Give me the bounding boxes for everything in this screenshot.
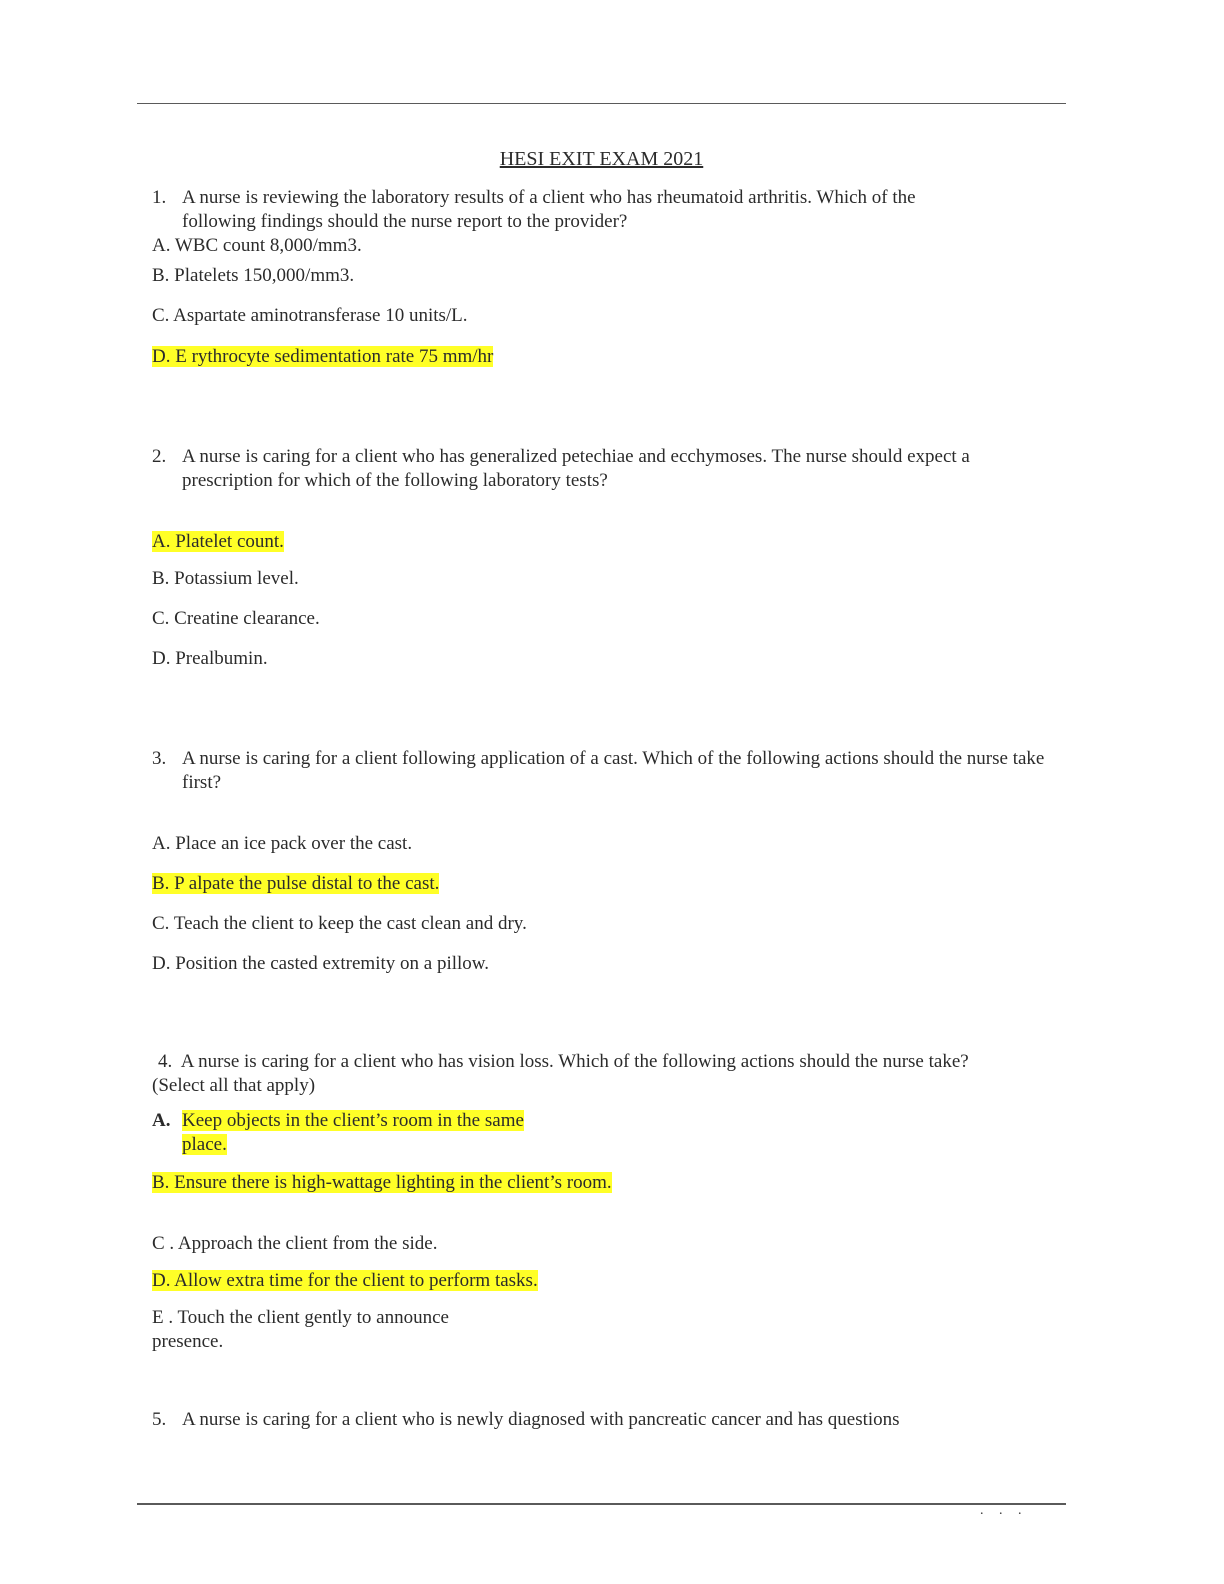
option-3a: A. Place an ice pack over the cast. (152, 833, 413, 854)
question-number: 3. (152, 748, 167, 769)
option-1d (152, 345, 493, 369)
option-4b (152, 1171, 612, 1195)
option-1b: B. Platelets 150,000/mm3. (152, 265, 355, 286)
option-4d (152, 1269, 538, 1293)
option-3c: C. Teach the client to keep the cast clean and dry. (152, 913, 527, 934)
question-number: 1. (152, 187, 167, 208)
question-number: 4. (158, 1051, 173, 1072)
option-4c: C . Approach the client from the side. (152, 1233, 438, 1254)
option-2c: C. Creatine clearance. (152, 608, 320, 629)
option-2a (152, 530, 284, 554)
question-stem: A nurse is caring for a client following application of a cast. Which of the following actions should the nurse take first? (182, 748, 1045, 793)
question-stem: A nurse is caring for a client who has generalized petechiae and ecchymoses. The nurse should expect a prescription for which of the following laboratory tests? (182, 446, 970, 491)
question-4 (152, 1050, 1012, 1098)
answer-highlight: D. E rythrocyte sedimentation rate 75 mm/hr (152, 346, 494, 367)
option-4e: E . Touch the client gently to announce presence. (152, 1307, 449, 1352)
footer-dots: . . . (980, 1503, 1028, 1518)
question-number: 2. (152, 446, 167, 467)
option-2d: D. Prealbumin. (152, 648, 268, 669)
page-title: HESI EXIT EXAM 2021 (499, 148, 704, 170)
option-2b: B. Potassium level. (152, 568, 299, 589)
footer-rule (137, 1503, 1066, 1505)
question-stem: A nurse is caring for a client who is newly diagnosed with pancreatic cancer and has questions (182, 1409, 900, 1430)
question-number: 5. (152, 1409, 167, 1430)
option-1a: A. WBC count 8,000/mm3. (152, 235, 362, 256)
answer-highlight: A. Platelet count. (152, 531, 284, 552)
option-4a (182, 1109, 572, 1157)
answer-highlight: B. Ensure there is high-wattage lighting in the client’s room. (152, 1172, 612, 1193)
question-stem: A nurse is reviewing the laboratory results of a client who has rheumatoid arthritis. Which of the following findings should the nurse report to the provider? (182, 187, 916, 232)
option-3b (152, 872, 439, 896)
header-rule (137, 103, 1066, 104)
option-4a-letter: A. (152, 1110, 171, 1131)
question-stem: A nurse is caring for a client who has vision loss. Which of the following actions should the nurse take? (Select all that apply) (152, 1051, 969, 1096)
answer-highlight: Keep objects in the client’s room in the same place. (182, 1110, 524, 1155)
answer-highlight: D. Allow extra time for the client to perform tasks. (152, 1270, 538, 1291)
option-3d: D. Position the casted extremity on a pillow. (152, 953, 490, 974)
option-1c: C. Aspartate aminotransferase 10 units/L. (152, 305, 468, 326)
answer-highlight: B. P alpate the pulse distal to the cast. (152, 873, 440, 894)
